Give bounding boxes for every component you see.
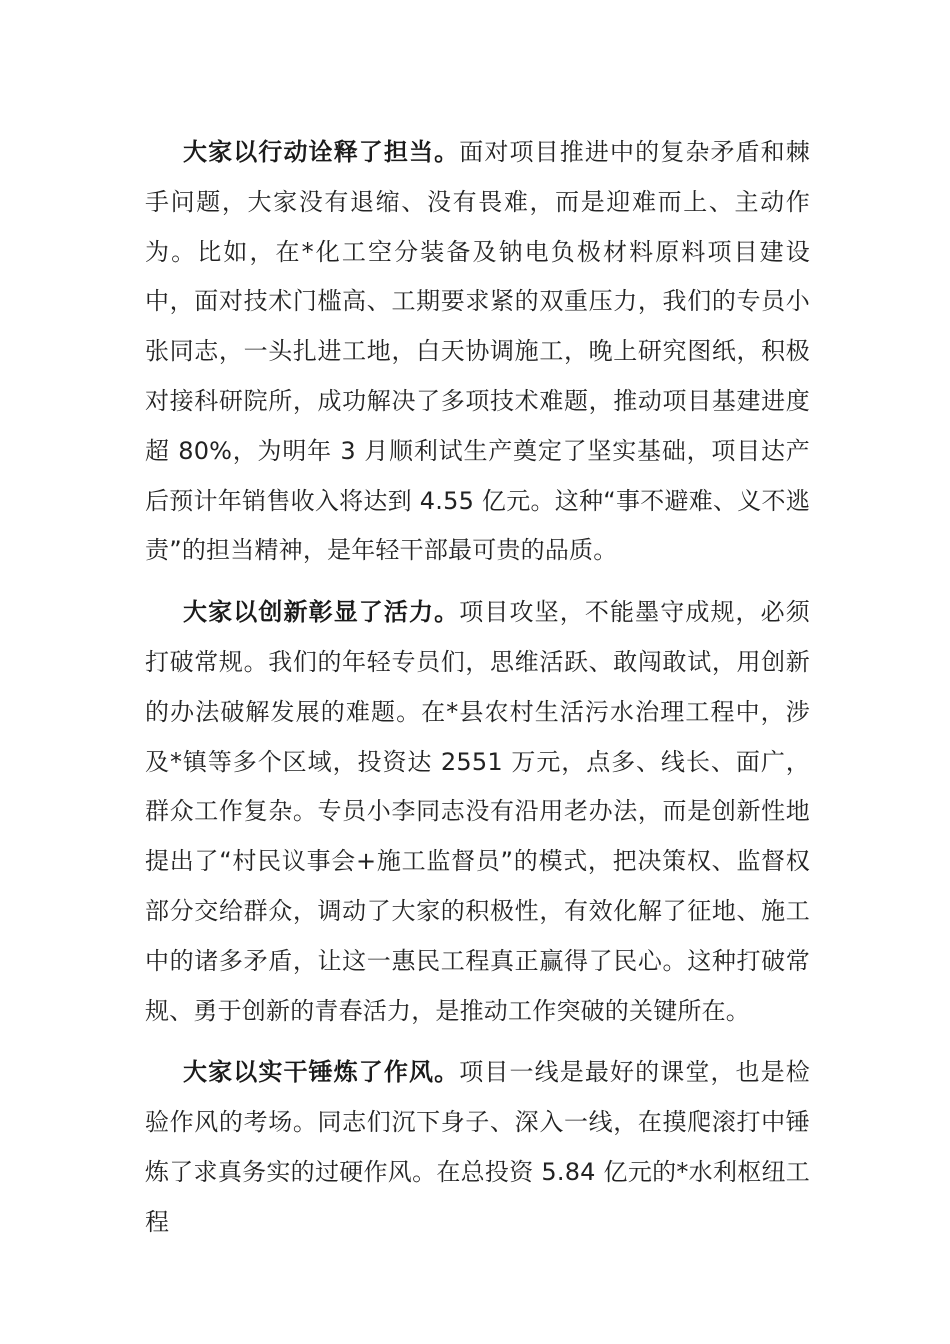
document-body: [145, 128, 810, 1260]
paragraph-text: 项目一线是最好的课堂，也是检验作风的考场。同志们沉下身子、深入一线，在摸爬滚打中锤炼了求真务实的过硬作风。在总投资 5.84 亿元的*水利枢纽工程: [145, 1058, 810, 1236]
paragraph-responsibility: [145, 128, 810, 576]
paragraph-text: 项目攻坚，不能墨守成规，必须打破常规。我们的年轻专员们，思维活跃、敢闯敢试，用创新的办法破解发展的难题。在*县农村生活污水治理工程中，涉及*镇等多个区域，投资达 2551 万元，点多、线长、面广，群众工作复杂。专员小李同志没有沿用老办法，而是创新性地提出了“村民议事会+施工监督员”的模式，把决策权、监督权部分交给群众，调动了大家的积极性，有效化解了征地、施工中的诸多矛盾，让这一惠民工程真正赢得了民心。这种打破常规、勇于创新的青春活力，是推动工作突破的关键所在。: [145, 598, 810, 1025]
paragraph-innovation: [145, 588, 810, 1036]
paragraph-lead: 大家以实干锤炼了作风。: [183, 1058, 460, 1087]
paragraph-lead: 大家以创新彰显了活力。: [183, 598, 460, 627]
paragraph-lead: 大家以行动诠释了担当。: [183, 138, 460, 166]
paragraph-work-style: [145, 1048, 810, 1247]
paragraph-text: 面对项目推进中的复杂矛盾和棘手问题，大家没有退缩、没有畏难，而是迎难而上、主动作为。比如，在*化工空分装备及钠电负极材料原料项目建设中，面对技术门槛高、工期要求紧的双重压力，我们的专员小张同志，一头扎进工地，白天协调施工，晚上研究图纸，积极对接科研院所，成功解决了多项技术难题，推动项目基建进度超 80%，为明年 3 月顺利试生产奠定了坚实基础，项目达产后预计年销售收入将达到 4.55 亿元。这种“事不避难、义不逃责”的担当精神，是年轻干部最可贵的品质。: [145, 138, 810, 565]
